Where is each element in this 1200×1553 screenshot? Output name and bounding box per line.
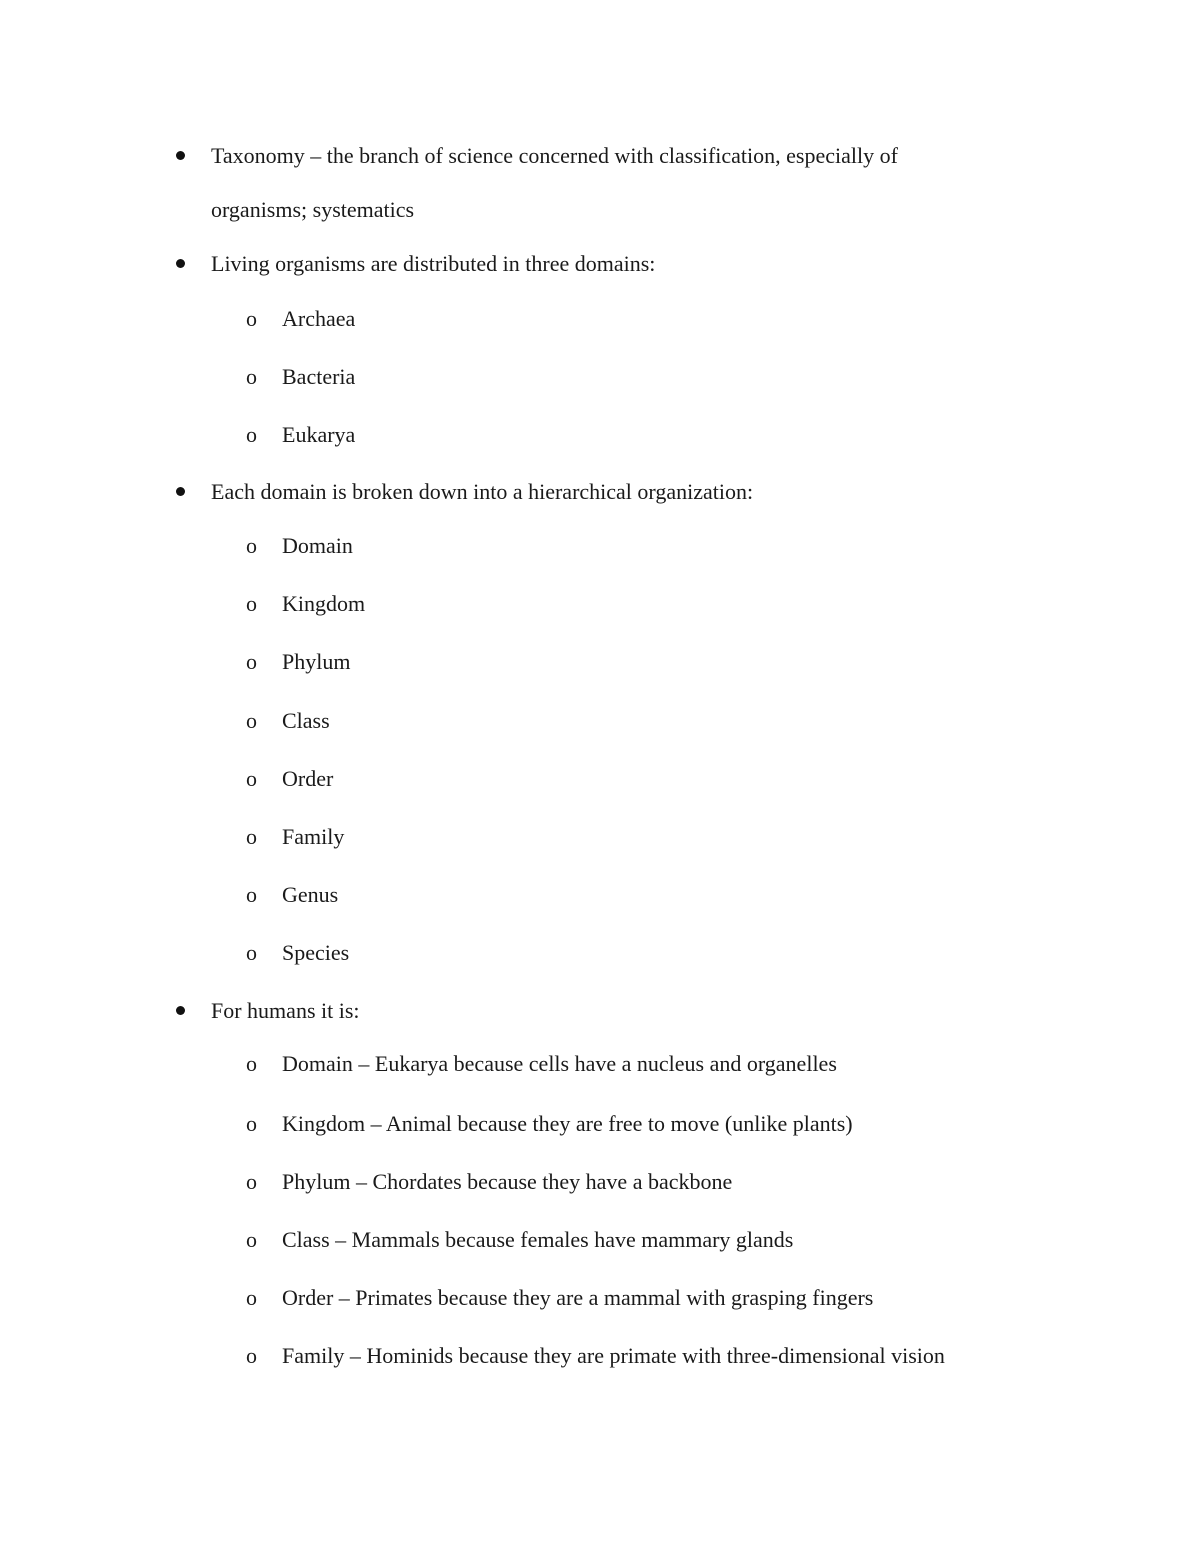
- sub-list-item: Bacteria: [282, 364, 356, 389]
- sub-bullet-icon: o: [246, 824, 257, 849]
- sub-list-item: Family – Hominids because they are primate with three-dimensional vision: [282, 1343, 945, 1368]
- sub-bullet-icon: o: [246, 1343, 257, 1368]
- sub-bullet-icon: o: [246, 1227, 257, 1252]
- sub-bullet-icon: o: [246, 306, 257, 331]
- sub-bullet-icon: o: [246, 708, 257, 733]
- sub-list-item: Order: [282, 766, 334, 791]
- list-item-text: For humans it is:: [211, 998, 360, 1023]
- sub-bullet-icon: o: [246, 1169, 257, 1194]
- sub-list-item: Genus: [282, 882, 339, 907]
- sub-bullet-icon: o: [246, 533, 257, 558]
- sub-list-item: Species: [282, 940, 350, 965]
- sub-list-item: Phylum – Chordates because they have a backbone: [282, 1169, 733, 1194]
- sub-bullet-icon: o: [246, 649, 257, 674]
- bullet-dot-icon: [176, 487, 185, 496]
- sub-list-item: Domain: [282, 533, 353, 558]
- sub-bullet-icon: o: [246, 1111, 257, 1136]
- sub-list-item: Family: [282, 824, 345, 849]
- list-item-text: Taxonomy – the branch of science concerned with classification, especially of: [211, 143, 898, 168]
- sub-bullet-icon: o: [246, 591, 257, 616]
- list-item-text: Each domain is broken down into a hierarchical organization:: [211, 479, 754, 504]
- sub-bullet-icon: o: [246, 1285, 257, 1310]
- sub-list-item: Phylum: [282, 649, 351, 674]
- sub-list-item: Order – Primates because they are a mammal with grasping fingers: [282, 1285, 874, 1310]
- bullet-dot-icon: [176, 259, 185, 268]
- sub-list-item: Class – Mammals because females have mammary glands: [282, 1227, 794, 1252]
- sub-list-item: Class: [282, 708, 330, 733]
- bullet-dot-icon: [176, 1006, 185, 1015]
- sub-bullet-icon: o: [246, 364, 257, 389]
- sub-list-item: Domain – Eukarya because cells have a nucleus and organelles: [282, 1051, 837, 1076]
- sub-bullet-icon: o: [246, 422, 257, 447]
- bullet-dot-icon: [176, 151, 185, 160]
- list-item-text: Living organisms are distributed in three domains:: [211, 251, 656, 276]
- sub-bullet-icon: o: [246, 1051, 257, 1076]
- sub-list-item: Archaea: [282, 306, 356, 331]
- list-item-text-continuation: organisms; systematics: [211, 197, 415, 222]
- sub-bullet-icon: o: [246, 940, 257, 965]
- sub-list-item: Eukarya: [282, 422, 356, 447]
- sub-bullet-icon: o: [246, 766, 257, 791]
- sub-bullet-icon: o: [246, 882, 257, 907]
- sub-list-item: Kingdom: [282, 591, 366, 616]
- sub-list-item: Kingdom – Animal because they are free to move (unlike plants): [282, 1111, 853, 1136]
